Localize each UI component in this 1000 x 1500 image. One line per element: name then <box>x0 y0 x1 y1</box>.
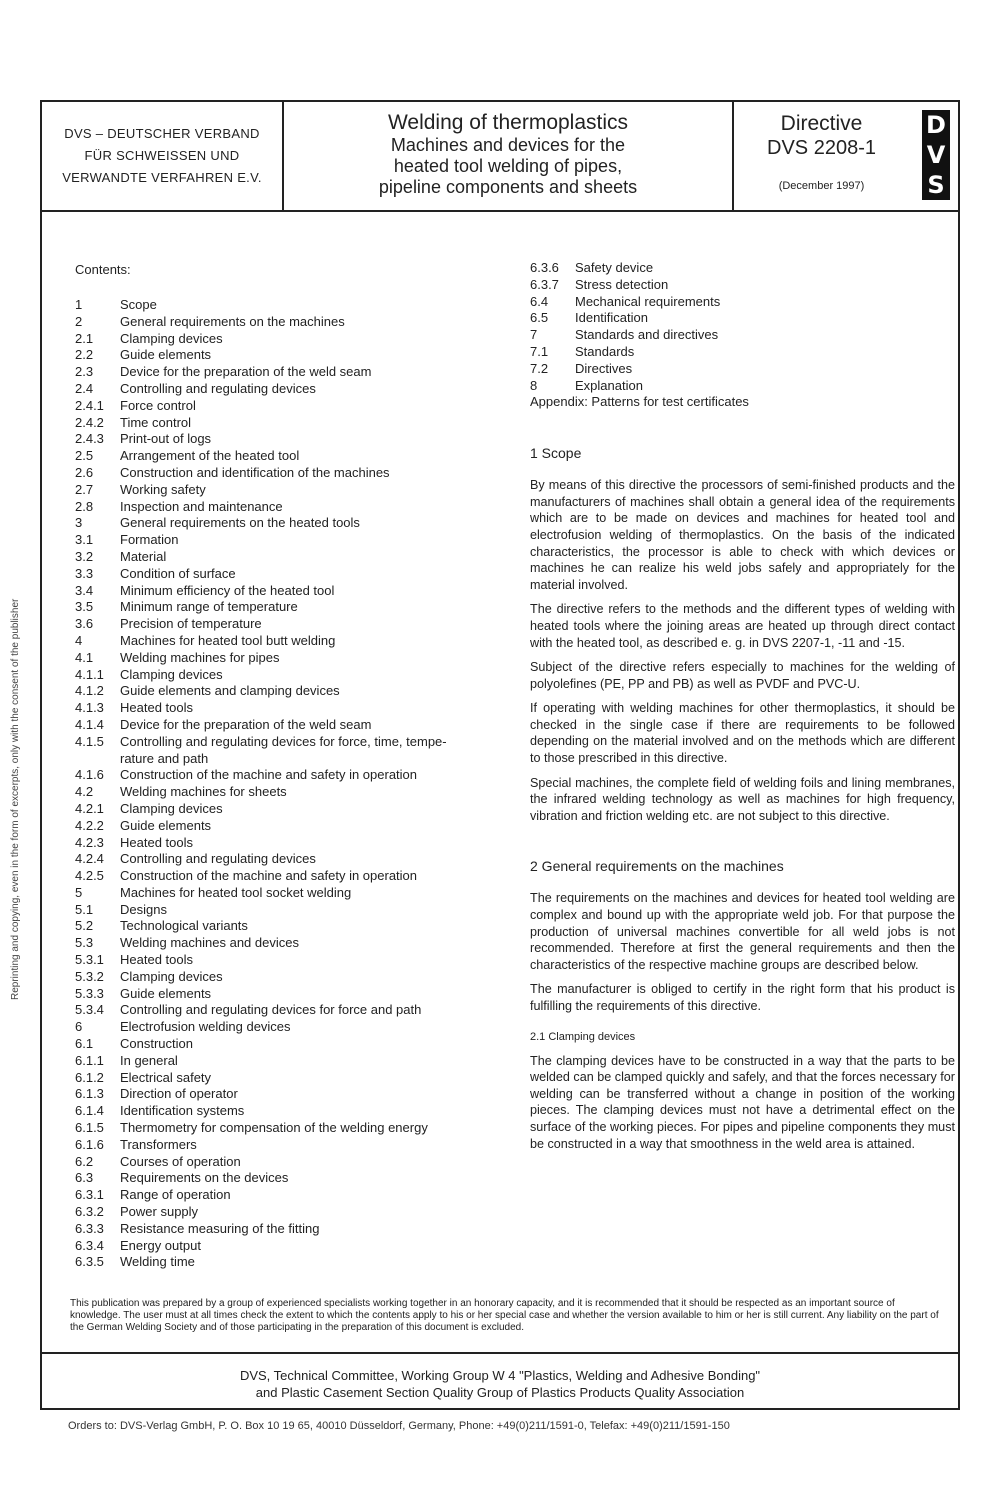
contents-item <box>75 431 515 448</box>
contents-item-label: Inspection and maintenance <box>120 498 283 514</box>
org-line-2: FÜR SCHWEISSEN UND <box>84 148 240 163</box>
directive-block <box>734 102 958 210</box>
contents-item-number: 5.1 <box>75 901 94 917</box>
contents-item <box>75 297 515 314</box>
logo-letter-v: V <box>926 141 946 169</box>
contents-item-number: 6.1 <box>75 1036 94 1052</box>
contents-item-number: 6.1.4 <box>75 1103 104 1119</box>
section-2-paragraph: The requirements on the machines and devices for heated tool welding are complex and bound up with the appropriate weld job. For that purpose the production of universal machines convertible for all weld jobs is not recommended. Therefore at first the general requirements and then the characteristics of the respective machine groups are described below. <box>530 891 955 972</box>
contents-item <box>75 549 515 566</box>
contents-item <box>75 1053 515 1070</box>
contents-item-label: Mechanical requirements <box>575 293 721 309</box>
contents-item-number: 5.3 <box>75 935 94 951</box>
contents-appendix: Appendix: Patterns for test certificates <box>530 394 749 410</box>
contents-item <box>75 902 515 919</box>
contents-item-label: Minimum efficiency of the heated tool <box>120 582 335 598</box>
contents-item-number: 3.3 <box>75 565 94 581</box>
contents-item-number: 3.2 <box>75 548 94 564</box>
contents-item-number: 4.2 <box>75 784 94 800</box>
contents-item-number: 1 <box>75 297 83 312</box>
contents-item-number: 6.3.1 <box>75 1187 104 1203</box>
contents-item <box>530 310 955 327</box>
contents-item-label: Standards and directives <box>575 327 719 343</box>
section-1-paragraph: If operating with welding machines for other thermoplastics, it should be checked in the single case if there are requirements to be followed depending on the material involved and on the methods which are different to those prescribed in this directive. <box>530 701 955 766</box>
contents-item <box>530 260 955 277</box>
contents-item <box>75 314 515 331</box>
contents-item-label: Machines for heated tool socket welding <box>120 884 352 900</box>
contents-item-label: Minimum range of temperature <box>120 599 298 615</box>
contents-item <box>75 1103 515 1120</box>
contents-item-label: Explanation <box>575 377 643 393</box>
title-sub-1: Machines and devices for the <box>390 135 626 155</box>
contents-item <box>75 415 515 432</box>
logo-letter-s: S <box>927 171 945 199</box>
contents-item-label: Print-out of logs <box>120 431 212 447</box>
contents-item-number: 4.1.5 <box>75 733 104 749</box>
contents-item-number: 6.1.2 <box>75 1069 104 1085</box>
contents-item-label: Electrical safety <box>120 1069 212 1085</box>
contents-item-number: 4.1.3 <box>75 700 104 716</box>
contents-item-label: Material <box>120 548 167 564</box>
contents-item <box>75 851 515 868</box>
contents-item <box>75 1137 515 1154</box>
contents-item-number: 5.2 <box>75 918 94 934</box>
title-sub-2: heated tool welding of pipes, <box>393 156 623 176</box>
contents-item <box>75 918 515 935</box>
contents-item-number: 6.2 <box>75 1153 94 1169</box>
contents-item <box>75 767 515 784</box>
contents-item-number: 4.2.3 <box>75 834 104 850</box>
contents-item-number: 3.5 <box>75 599 94 615</box>
contents-item-label: Scope <box>120 297 157 312</box>
title-sub-3: pipeline components and sheets <box>378 177 638 197</box>
contents-item-label: Working safety <box>120 481 206 497</box>
logo-letter-d: D <box>926 111 946 139</box>
contents-item <box>75 1238 515 1255</box>
contents-item-number: 2.7 <box>75 481 94 497</box>
contents-item-label: Device for the preparation of the weld seam <box>120 716 372 732</box>
contents-list-right <box>530 260 955 394</box>
contents-item <box>75 448 515 465</box>
contents-item-label: Electrofusion welding devices <box>120 1019 291 1035</box>
contents-item-number: 6.3.2 <box>75 1204 104 1220</box>
contents-item <box>75 1036 515 1053</box>
contents-item-label: Controlling and regulating devices <box>120 380 316 396</box>
contents-item <box>75 751 515 768</box>
contents-item <box>75 364 515 381</box>
contents-item <box>75 667 515 684</box>
section-2-heading: 2 General requirements on the machines <box>530 858 784 875</box>
contents-item-number: 2.8 <box>75 498 94 514</box>
contents-item-label: Heated tools <box>120 952 193 968</box>
section-1-paragraph: Subject of the directive refers especially to machines for the welding of polyolefines (PE, PP and PB) as well as PVDF and PVC-U. <box>530 660 955 691</box>
contents-item-number: 2.4.3 <box>75 431 104 447</box>
section-1-paragraph: By means of this directive the processors of semi-finished products and the manufacturers of machines shall obtain a general idea of the requirements which are to be made on devices and machines for heated tool and electrofusion welding of thermoplastics. On the basis of the indicated characteristics, the processor is able to check with which devices or machines he can realize his weld jobs safely and appropriately for the material involved. <box>530 478 955 592</box>
contents-item-number: 3.4 <box>75 582 94 598</box>
contents-item-number: 4.1 <box>75 649 94 665</box>
contents-item-number: 2.3 <box>75 364 94 380</box>
contents-item-number: 8 <box>530 377 538 393</box>
section-2-1-paragraph: The clamping devices have to be constructed in a way that the parts to be welded can be clamped quickly and safely, and that the forces necessary for welding can be transferred without a change in position of the working pieces. The clamping devices must not have a detrimental effect on the surface of the working pieces. For pipes and pipeline components they must be constructed in a way that smoothness in the weld area is attained. <box>530 1053 955 1151</box>
contents-item-number: 4.1.6 <box>75 767 104 783</box>
contents-item-label: Precision of temperature <box>120 616 262 632</box>
contents-item <box>75 1002 515 1019</box>
contents-item-label: Designs <box>120 901 167 917</box>
contents-item-number: 7.2 <box>530 360 549 376</box>
committee-line-1: DVS, Technical Committee, Working Group W 4 "Plastics, Welding and Adhesive Bonding" <box>239 1368 761 1383</box>
title-block <box>284 102 734 210</box>
contents-item-label: Guide elements <box>120 985 212 1001</box>
contents-item-label: Resistance measuring of the fitting <box>120 1220 320 1236</box>
contents-item-number: 5.3.4 <box>75 1002 104 1018</box>
contents-item-number: 4.2.2 <box>75 817 104 833</box>
committee-line-2: and Plastic Casement Section Quality Group of Plastics Products Quality Association <box>255 1385 745 1400</box>
dvs-logo <box>922 110 950 200</box>
contents-item-label: General requirements on the machines <box>120 313 345 329</box>
contents-item-number: 3.1 <box>75 532 94 548</box>
contents-item-number: 7.1 <box>530 343 549 359</box>
contents-title: Contents: <box>75 262 131 277</box>
contents-item-number: 6.3 <box>75 1170 94 1186</box>
contents-item-label: Thermometry for compensation of the welding energy <box>120 1120 428 1136</box>
contents-item-number: 2.4.2 <box>75 414 104 430</box>
contents-item-number: 2.6 <box>75 464 94 480</box>
contents-item-number: 6.4 <box>530 293 549 309</box>
contents-item-number: 6.3.5 <box>75 1254 104 1270</box>
contents-item-label: Heated tools <box>120 834 193 850</box>
contents-item-label: Direction of operator <box>120 1086 238 1102</box>
contents-item <box>75 935 515 952</box>
contents-item-number: 5 <box>75 884 83 900</box>
directive-number: DVS 2208-1 <box>767 137 876 159</box>
contents-item-label: Construction <box>120 1036 193 1052</box>
contents-item <box>75 398 515 415</box>
contents-item <box>75 1086 515 1103</box>
contents-item <box>75 499 515 516</box>
contents-item <box>75 818 515 835</box>
contents-item-label: Condition of surface <box>120 565 236 581</box>
contents-item-number: 4.2.5 <box>75 868 104 884</box>
directive-label: Directive <box>780 112 863 135</box>
contents-item-number: 4.1.2 <box>75 683 104 699</box>
contents-item <box>530 378 955 395</box>
contents-item-label: Time control <box>120 414 192 430</box>
contents-item-label: Courses of operation <box>120 1153 241 1169</box>
title-main: Welding of thermoplastics <box>387 111 629 134</box>
contents-item-number: 2 <box>75 313 83 329</box>
contents-item-number: 6.3.7 <box>530 276 559 292</box>
contents-item-number: 6.3.6 <box>530 260 559 275</box>
contents-item <box>75 347 515 364</box>
contents-item-label: Stress detection <box>575 276 669 292</box>
contents-item <box>75 952 515 969</box>
contents-item-number: 4.1.1 <box>75 666 104 682</box>
section-1-paragraph: The directive refers to the methods and the different types of welding with heated tools where the joining areas are heated up through direct contact with the heated tool, as described e. g. in DVS 2207-1, -11 and -15. <box>530 602 955 650</box>
contents-item-label: Transformers <box>120 1136 197 1152</box>
contents-item-label: Clamping devices <box>120 330 223 346</box>
contents-item <box>75 482 515 499</box>
contents-item <box>75 801 515 818</box>
contents-item <box>75 331 515 348</box>
contents-item <box>75 734 515 751</box>
contents-item-label: Power supply <box>120 1204 199 1220</box>
contents-item-label: Energy output <box>120 1237 201 1253</box>
contents-item-label: Construction of the machine and safety in operation <box>120 868 418 884</box>
contents-item-number: 2.4 <box>75 380 94 396</box>
contents-item-number: 4.1.4 <box>75 716 104 732</box>
contents-item-number: 6.3.4 <box>75 1237 104 1253</box>
contents-item-number: 5.3.1 <box>75 952 104 968</box>
orders-line: Orders to: DVS-Verlag GmbH, P. O. Box 10 19 65, 40010 Düsseldorf, Germany, Phone: +49(0)211/1591-0, Telefax: +49(0)211/1591-150 <box>68 1420 730 1432</box>
contents-item-label: Heated tools <box>120 700 193 716</box>
contents-item-number: 5.3.2 <box>75 968 104 984</box>
contents-item <box>75 717 515 734</box>
contents-item-number: 2.1 <box>75 330 94 346</box>
contents-item <box>75 515 515 532</box>
contents-item-label: Machines for heated tool butt welding <box>120 632 336 648</box>
contents-item-number: 2.4.1 <box>75 397 104 413</box>
disclaimer-note: This publication was prepared by a group of experienced specialists working together in an honorary capacity, and it is recommended that it should be respected as an important source of knowledge. The user must at all times check the extent to which the contents apply to his or her special case and whether the version available to him or her is still current. Any liability on the part of the German Welding Society and of those participating in the preparation of this document is excluded. <box>70 1298 939 1333</box>
contents-item-label: Welding machines for pipes <box>120 649 280 665</box>
copyright-side-note: Reprinting and copying, even in the form of excerpts, only with the consent of the publisher <box>10 598 21 1000</box>
contents-item-number <box>75 751 120 768</box>
contents-item-label: Device for the preparation of the weld seam <box>120 364 372 380</box>
contents-item <box>75 1120 515 1137</box>
contents-item-number: 6.3.3 <box>75 1220 104 1236</box>
contents-item <box>530 294 955 311</box>
contents-item-label: Welding time <box>120 1254 195 1270</box>
contents-item <box>75 1170 515 1187</box>
contents-item-label: rature and path <box>120 750 209 766</box>
contents-item-label: Clamping devices <box>120 800 223 816</box>
left-column <box>75 262 515 1271</box>
contents-item-label: Controlling and regulating devices for force, time, tempe- <box>120 733 447 749</box>
org-line-3: VERWANDTE VERFAHREN E.V. <box>62 170 262 185</box>
organization-block <box>42 102 284 210</box>
contents-item-label: Identification <box>575 310 648 326</box>
contents-item-number: 5.3.3 <box>75 985 104 1001</box>
contents-item-number: 4.2.4 <box>75 851 104 867</box>
contents-item-label: Guide elements <box>120 817 212 833</box>
contents-item-number: 4.2.1 <box>75 800 104 816</box>
contents-item <box>75 650 515 667</box>
contents-item-label: Clamping devices <box>120 968 223 984</box>
contents-item-label: Identification systems <box>120 1103 245 1119</box>
contents-item <box>75 885 515 902</box>
contents-item-number: 4 <box>75 632 83 648</box>
contents-item-number: 6 <box>75 1019 83 1035</box>
contents-item <box>75 784 515 801</box>
contents-item-number: 6.1.5 <box>75 1120 104 1136</box>
document-frame <box>40 100 960 1410</box>
contents-item <box>75 1154 515 1171</box>
contents-item <box>75 1187 515 1204</box>
contents-item-label: Safety device <box>575 260 654 275</box>
contents-item-label: Welding machines and devices <box>120 935 299 951</box>
section-1-paragraph: Special machines, the complete field of welding foils and lining membranes, the infrared welding technology as well as machines for high frequency, vibration and friction welding etc. are not subject to this directive. <box>530 775 955 823</box>
contents-item-number: 6.5 <box>530 310 549 326</box>
contents-item <box>75 566 515 583</box>
contents-item-label: Requirements on the devices <box>120 1170 289 1186</box>
right-column <box>530 260 955 1160</box>
contents-list-left <box>75 297 515 1271</box>
contents-item-label: Construction and identification of the machines <box>120 464 390 480</box>
contents-item-label: Welding machines for sheets <box>120 784 287 800</box>
org-line-1: DVS – DEUTSCHER VERBAND <box>64 126 260 141</box>
contents-item <box>75 986 515 1003</box>
contents-item <box>75 633 515 650</box>
document-header <box>42 102 958 212</box>
contents-item <box>75 381 515 398</box>
contents-item-label: Controlling and regulating devices <box>120 851 316 867</box>
contents-item-label: Formation <box>120 532 179 548</box>
contents-item <box>75 1254 515 1271</box>
contents-item-label: Guide elements and clamping devices <box>120 683 340 699</box>
contents-item <box>75 969 515 986</box>
contents-item-label: Standards <box>575 343 635 359</box>
contents-item <box>530 327 955 344</box>
contents-item <box>75 700 515 717</box>
contents-item <box>75 1019 515 1036</box>
contents-item <box>75 1221 515 1238</box>
directive-date: (December 1997) <box>778 180 865 192</box>
section-1-heading: 1 Scope <box>530 445 582 462</box>
contents-item-number: 3.6 <box>75 616 94 632</box>
contents-item <box>75 465 515 482</box>
contents-item-number: 2.5 <box>75 448 94 464</box>
contents-item <box>75 599 515 616</box>
section-2-1-heading: 2.1 Clamping devices <box>530 1030 636 1043</box>
contents-item-number: 2.2 <box>75 347 94 363</box>
contents-item-label: Clamping devices <box>120 666 223 682</box>
contents-item-label: Force control <box>120 397 196 413</box>
contents-item <box>530 277 955 294</box>
contents-item-number: 6.1.3 <box>75 1086 104 1102</box>
contents-item-label: Range of operation <box>120 1187 231 1203</box>
contents-item-number: 6.1.6 <box>75 1136 104 1152</box>
contents-item-label: Directives <box>575 360 633 376</box>
contents-item-label: In general <box>120 1052 178 1068</box>
contents-item-label: Technological variants <box>120 918 248 934</box>
section-2-paragraph: The manufacturer is obliged to certify in the right form that his product is fulfilling the requirements of this directive. <box>530 982 955 1014</box>
contents-item-number: 7 <box>530 327 538 343</box>
contents-item-label: Arrangement of the heated tool <box>120 448 300 464</box>
contents-item <box>75 532 515 549</box>
contents-item <box>75 1070 515 1087</box>
contents-item <box>530 344 955 361</box>
committee-footer <box>42 1352 958 1408</box>
contents-item <box>530 361 955 378</box>
contents-item-label: General requirements on the heated tools <box>120 515 360 531</box>
contents-item <box>75 868 515 885</box>
contents-item <box>75 616 515 633</box>
contents-item <box>75 583 515 600</box>
contents-item <box>75 1204 515 1221</box>
contents-item <box>75 683 515 700</box>
contents-item <box>75 835 515 852</box>
contents-item-label: Guide elements <box>120 347 212 363</box>
contents-item-number: 6.1.1 <box>75 1052 104 1068</box>
contents-item-label: Construction of the machine and safety in operation <box>120 767 418 783</box>
contents-item-label: Controlling and regulating devices for force and path <box>120 1002 422 1018</box>
contents-item-number: 3 <box>75 515 83 531</box>
